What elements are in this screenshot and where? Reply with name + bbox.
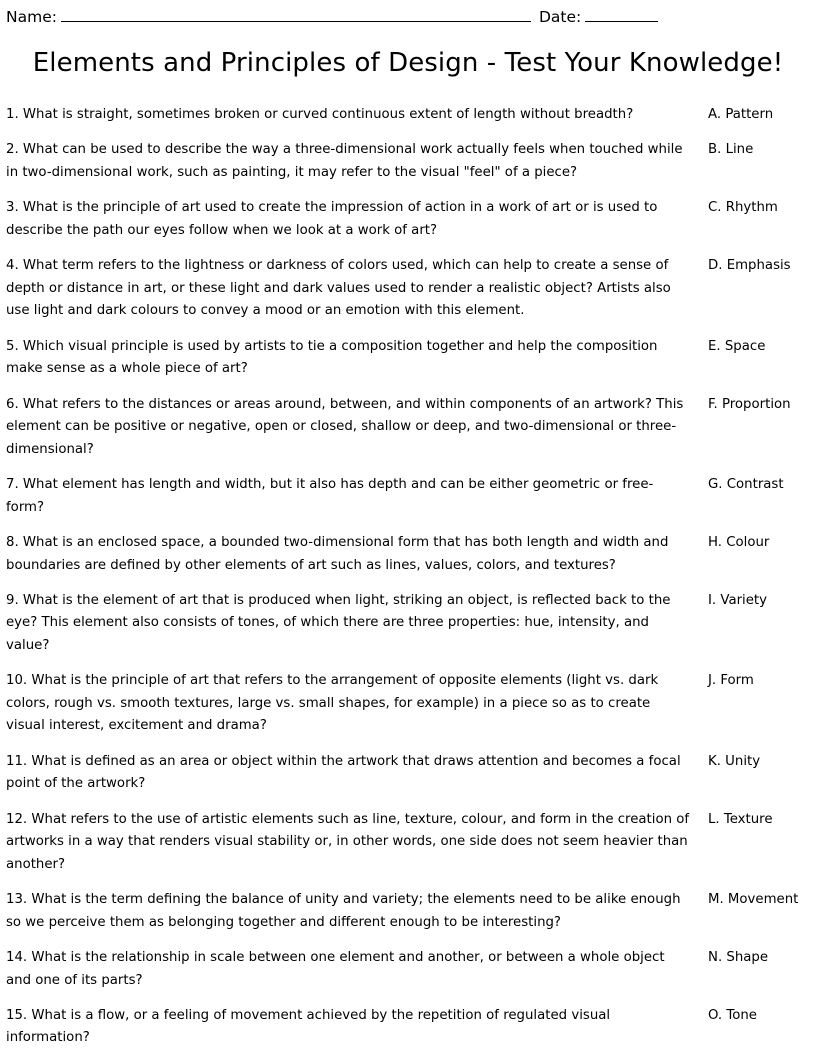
question-text: 14. What is the relationship in scale between one element and another, or between a whole object and one of its parts? bbox=[6, 950, 665, 988]
question-text: 9. What is the element of art that is produced when light, striking an object, is reflected back to the eye? This element also consists of tones, of which there are three properties: hue, intensity, and value? bbox=[6, 592, 671, 653]
answer-option: L. Texture bbox=[708, 811, 773, 827]
question-row bbox=[6, 104, 810, 126]
question-row bbox=[6, 590, 810, 657]
answer-option: F. Proportion bbox=[708, 396, 791, 412]
question-row bbox=[6, 1005, 810, 1050]
name-input-line[interactable] bbox=[61, 8, 531, 22]
question-text: 2. What can be used to describe the way a three-dimensional work actually feels when touched while in two-dimensional work, such as painting, it may refer to the visual "feel" of a piece? bbox=[6, 142, 683, 180]
question-row bbox=[6, 947, 810, 992]
answer-option: N. Shape bbox=[708, 950, 769, 966]
date-input-line[interactable] bbox=[585, 8, 658, 22]
question-text: 12. What refers to the use of artistic elements such as line, texture, colour, and form in the creation of artworks in a way that renders visual stability or, in other words, one side does not seem heavier than another? bbox=[6, 811, 690, 872]
question-row bbox=[6, 139, 810, 184]
question-text: 5. Which visual principle is used by artists to tie a composition together and help the composition make sense as a whole piece of art? bbox=[6, 338, 658, 377]
answer-option: O. Tone bbox=[708, 1008, 757, 1023]
question-text: 1. What is straight, sometimes broken or curved continuous extent of length without breadth? bbox=[6, 107, 634, 122]
date-label: Date: bbox=[538, 8, 582, 26]
question-text: 10. What is the principle of art that refers to the arrangement of opposite elements (light vs. dark colors, rough vs. smooth textures, large vs. small shapes, for example) in a piece so as to create visual interest, excitement and drama? bbox=[6, 673, 659, 734]
question-text: 15. What is a flow, or a feeling of movement achieved by the repetition of regulated visual information? bbox=[6, 1008, 611, 1046]
question-row bbox=[6, 532, 810, 577]
name-label: Name: bbox=[6, 8, 57, 26]
answer-option: A. Pattern bbox=[708, 107, 774, 122]
answer-option: D. Emphasis bbox=[708, 258, 791, 274]
question-row bbox=[6, 336, 810, 381]
answer-option: I. Variety bbox=[708, 592, 768, 608]
question-text: 11. What is defined as an area or object within the artwork that draws attention and becomes a focal point of the artwork? bbox=[6, 753, 681, 792]
answer-option: G. Contrast bbox=[708, 477, 784, 493]
question-text: 13. What is the term defining the balance of unity and variety; the elements need to be alike enough so we perceive them as belonging together and different enough to be interesting? bbox=[6, 892, 681, 930]
question-row bbox=[6, 809, 810, 876]
question-list bbox=[4, 104, 812, 1050]
answer-option: E. Space bbox=[708, 338, 766, 354]
answer-option: C. Rhythm bbox=[708, 200, 778, 216]
question-row bbox=[6, 474, 810, 519]
question-text: 6. What refers to the distances or areas around, between, and within components of an artwork? This element can be positive or negative, open or closed, shallow or deep, and two-dimensional or three-dimensional? bbox=[6, 396, 684, 457]
answer-option: K. Unity bbox=[708, 753, 761, 769]
answer-option: J. Form bbox=[708, 673, 754, 689]
question-text: 7. What element has length and width, but it also has depth and can be either geometric or free-form? bbox=[6, 477, 654, 515]
answer-option: M. Movement bbox=[708, 892, 799, 908]
question-row bbox=[6, 394, 810, 461]
question-text: 4. What term refers to the lightness or darkness of colors used, which can help to create a sense of depth or distance in art, or these light and dark values used to render a realistic object? Artists also use light and dark colours to convey a mood or an emotion with this element. bbox=[6, 258, 671, 319]
question-text: 8. What is an enclosed space, a bounded two-dimensional form that has both length and width and boundaries are defined by other elements of art such as lines, values, colors, and textures? bbox=[6, 535, 669, 573]
question-text: 3. What is the principle of art used to create the impression of action in a work of art or is used to describe the path our eyes follow when we look at a work of art? bbox=[6, 200, 658, 238]
question-row bbox=[6, 255, 810, 322]
page-title: Elements and Principles of Design - Test Your Knowledge! bbox=[32, 48, 784, 78]
question-row bbox=[6, 751, 810, 796]
answer-option: H. Colour bbox=[708, 535, 770, 551]
question-row bbox=[6, 889, 810, 934]
question-row bbox=[6, 670, 810, 737]
worksheet-header bbox=[4, 6, 812, 26]
question-row bbox=[6, 197, 810, 242]
answer-option: B. Line bbox=[708, 142, 754, 158]
